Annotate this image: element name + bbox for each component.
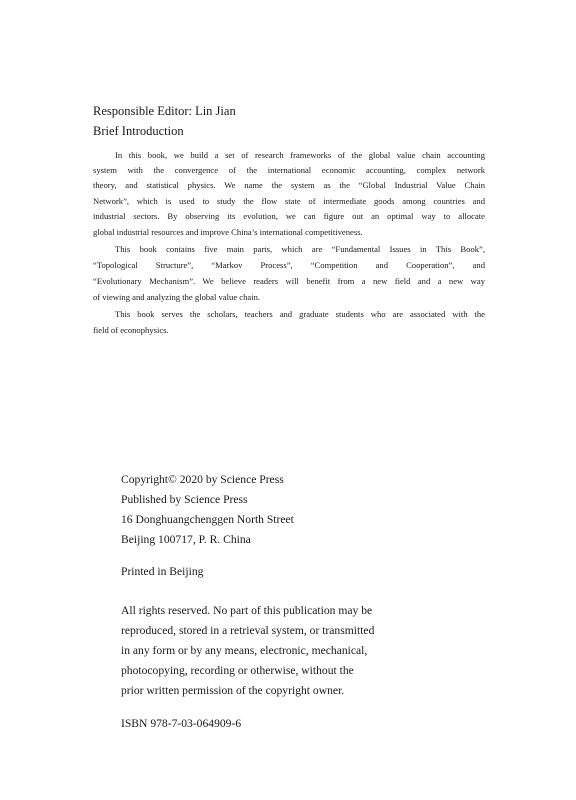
- intro-line: “Evolutionary Mechanism”. We believe readers will benefit from a new field and a new way: [93, 276, 485, 286]
- intro-line: system with the convergence of the international economic accounting, complex network: [93, 165, 485, 175]
- rights-line: prior written permission of the copyright owner.: [121, 684, 345, 697]
- printed-in: Printed in Beijing: [121, 565, 204, 578]
- rights-line: in any form or by any means, electronic, mechanical,: [121, 644, 368, 657]
- intro-line: global industrial resources and improve China’s international competitiveness.: [93, 227, 363, 237]
- isbn: ISBN 978-7-03-064909-6: [121, 717, 242, 730]
- intro-line: theory, and statistical physics. We name the system as the “Global Industrial Value Chain: [93, 180, 485, 190]
- intro-line: industrial sectors. By observing its evolution, we can figure out an optimal way to allocate: [93, 211, 485, 221]
- intro-line: In this book, we build a set of research frameworks of the global value chain accounting: [115, 150, 485, 160]
- intro-line: “Topological Structure”, “Markov Process”, “Competition and Cooperation”, and: [93, 260, 485, 270]
- intro-line: Network”, which is used to study the flow state of intermediate goods among countries and: [93, 196, 485, 206]
- publisher-line: Published by Science Press: [121, 493, 248, 506]
- intro-line: field of econophysics.: [93, 325, 169, 335]
- responsible-editor: Responsible Editor: Lin Jian: [93, 104, 236, 118]
- address-line: 16 Donghuangchenggen North Street: [121, 513, 294, 526]
- city-line: Beijing 100717, P. R. China: [121, 533, 251, 546]
- brief-introduction-heading: Brief Introduction: [93, 124, 184, 138]
- copyright-line: Copyright© 2020 by Science Press: [121, 473, 284, 486]
- intro-line: This book contains five main parts, which are “Fundamental Issues in This Book”,: [115, 244, 485, 254]
- rights-line: photocopying, recording or otherwise, without the: [121, 664, 354, 677]
- intro-line: This book serves the scholars, teachers and graduate students who are associated with the: [115, 309, 485, 319]
- rights-line: reproduced, stored in a retrieval system, or transmitted: [121, 624, 375, 637]
- intro-line: of viewing and analyzing the global value chain.: [93, 292, 261, 302]
- rights-line: All rights reserved. No part of this publication may be: [121, 604, 373, 617]
